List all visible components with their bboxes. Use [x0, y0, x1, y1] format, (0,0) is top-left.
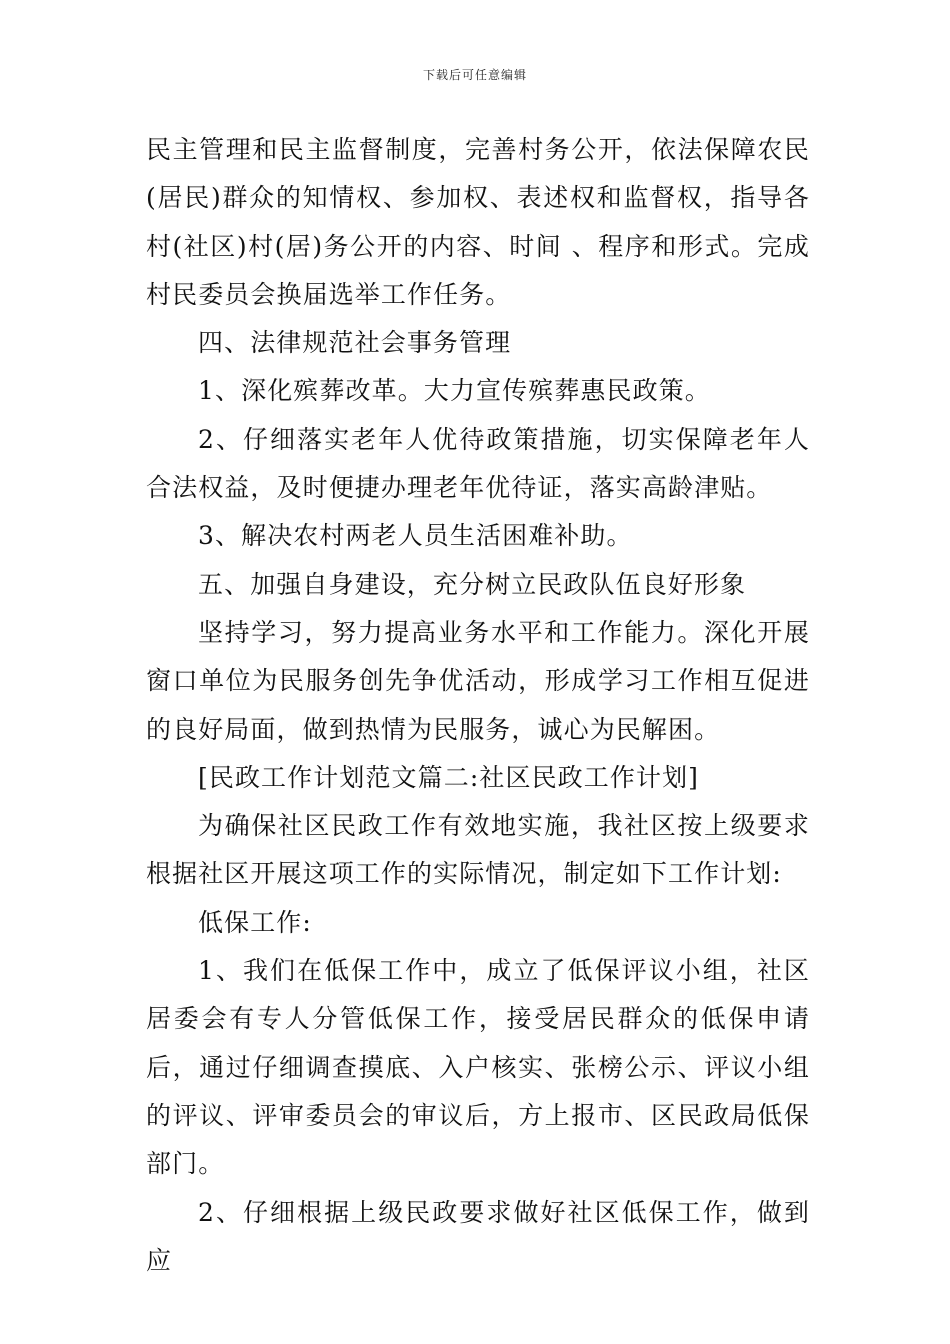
paragraph-study: 坚持学习，努力提高业务水平和工作能力。深化开展窗口单位为民服务创先争优活动，形成学习工作相互促进的良好局面，做到热情为民服务，诚心为民解困。 — [146, 617, 810, 744]
section-heading-4: 四、法律规范社会事务管理 — [198, 328, 512, 358]
paragraph-1: 民主管理和民主监督制度，完善村务公开，依法保障农民(居民)群众的知情权、参加权、表述权和监督权，指导各村(社区)村(居)务公开的内容、时间 、程序和形式。完成村民委员会换届选举工作任务。 — [146, 135, 810, 309]
document-body — [146, 126, 810, 1285]
article-title-2: [民政工作计划范文篇二:社区民政工作计划] — [198, 762, 700, 792]
paragraph-item-2: 2、仔细落实老年人优待政策措施，切实保障老年人合法权益，及时便捷办理老年优待证，落实高龄津贴。 — [146, 424, 810, 503]
subheading-dibao: 低保工作: — [198, 907, 312, 937]
paragraph-dibao-1: 1、我们在低保工作中，成立了低保评议小组，社区居委会有专人分管低保工作，接受居民群众的低保申请后，通过仔细调查摸底、入户核实、张榜公示、评议小组的评议、评审委员会的审议后，方上报市、区民政局低保部门。 — [146, 956, 810, 1179]
section-heading-5: 五、加强自身建设，充分树立民政队伍良好形象 — [198, 569, 747, 599]
paragraph-intro: 为确保社区民政工作有效地实施，我社区按上级要求根据社区开展这项工作的实际情况，制定如下工作计划: — [146, 811, 810, 889]
paragraph-dibao-2: 2、仔细根据上级民政要求做好社区低保工作，做到应 — [146, 1197, 810, 1275]
page-header: 下载后可任意编辑 — [422, 68, 527, 82]
paragraph-item-1: 1、深化殡葬改革。大力宣传殡葬惠民政策。 — [198, 376, 711, 406]
paragraph-item-3: 3、解决农村两老人员生活困难补助。 — [198, 521, 633, 551]
